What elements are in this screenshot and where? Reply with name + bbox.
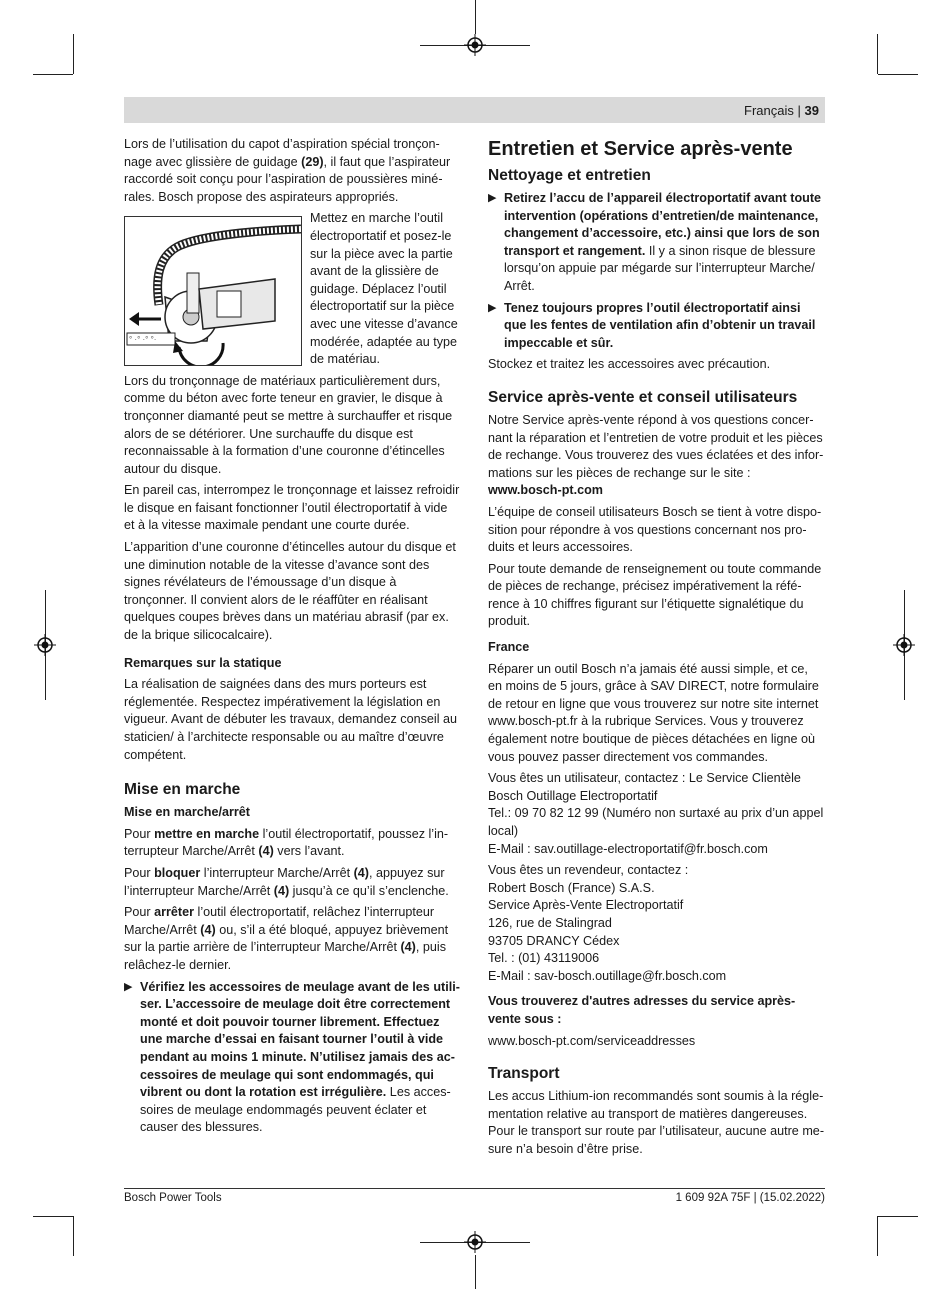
reference-number: (4) xyxy=(400,940,416,955)
crop-mark xyxy=(33,1216,73,1217)
text-run: Pour xyxy=(124,865,155,880)
crop-mark xyxy=(73,1216,74,1256)
text-run: l’outil électroportatif, poussez l’interrupteur Marche/Arrêt xyxy=(124,826,449,859)
paragraph: L’équipe de conseil utilisateurs Bosch se tient à votre disposition pour répondre à vos questions concernant nos produits et leurs accessoires. xyxy=(488,504,822,555)
reference-number: (4) xyxy=(353,865,369,880)
text-line: E-Mail : sav.outillage-electroportatif@fr.bosch.com xyxy=(488,841,768,856)
reference-number: (4) xyxy=(200,922,216,937)
left-column xyxy=(124,136,460,1141)
text-line: Bosch Outillage Electroportatif xyxy=(488,788,658,803)
paragraph: Notre Service après-vente répond à vos questions concernant la réparation et l’entretien de votre produit et les pièces de rechange. Vous trouverez des vues éclatées et des informations sur les pièces de rechange sur le site : xyxy=(488,412,824,480)
header-text xyxy=(744,103,819,118)
bullet-arrow-icon: ▶ xyxy=(124,980,133,993)
text-run: l’interrupteur Marche/Arrêt xyxy=(200,865,354,880)
fig-text: Mettez en marche l’outil électroportatif et posez-le sur la pièce avec la partie avant de la glissière de guidage. Déplacez l’outil électroportatif sur la pièce avec une vitesse d’avance modérée, adaptée au type de matériau. xyxy=(310,211,458,367)
paragraph: Les accus Lithium-ion recommandés sont soumis à la réglementation relative au transport de matières dangereuses. Pour le transport sur route par l’utilisateur, aucune autre mesure n’a besoin d’être prise. xyxy=(488,1089,825,1156)
section-heading: Nettoyage et entretien xyxy=(488,167,651,184)
text-run: arrêter xyxy=(154,905,195,920)
crop-mark xyxy=(33,74,73,75)
warning-bullet xyxy=(124,979,460,1137)
text-run: bloquer xyxy=(154,865,201,880)
paragraph xyxy=(488,993,825,1028)
text-run: l’outil électroportatif, relâchez l’interrupteur Marche/Arrêt xyxy=(124,905,435,937)
registration-mark-icon xyxy=(34,634,56,656)
bullet-arrow-icon: ▶ xyxy=(488,192,497,204)
crop-mark xyxy=(878,1216,918,1217)
reference-number: (4) xyxy=(273,883,290,898)
text-run: Lors de l’utilisation du capot d’aspiration spécial tronçonnage avec glissière de guidage xyxy=(124,137,440,169)
safety-bullet xyxy=(488,300,825,353)
text-run: Pour xyxy=(124,826,155,841)
footer-divider xyxy=(124,1188,825,1189)
page-number: 39 xyxy=(804,103,819,118)
text-line: Vous êtes un revendeur, contactez : xyxy=(488,863,689,878)
service-addresses-url: www.bosch-pt.com/serviceaddresses xyxy=(488,1033,696,1048)
paragraph xyxy=(124,826,460,861)
cutting-illustration xyxy=(124,216,302,366)
registration-mark-icon xyxy=(464,34,486,56)
paragraph xyxy=(124,865,460,900)
text-line: E-Mail : sav-bosch.outillage@fr.bosch.com xyxy=(488,968,727,983)
text-run: , il faut que l’aspirateur raccordé soit conçu pour l’aspiration de poussières minérales. Bosch propose des aspirateurs appropriés. xyxy=(124,154,451,204)
text-line: 126, rue de Stalingrad xyxy=(488,915,612,930)
svg-text:° ·° ·° °·: ° ·° ·° °· xyxy=(129,335,157,345)
text-run: Retirez l’accu de l’appareil électroportatif avant toute intervention (opérations d’entretien/de maintenance, changement d’accessoire, etc.) ainsi que lors de son transport et rangement. xyxy=(504,191,822,258)
crop-mark xyxy=(475,0,476,34)
subsection-heading: Mise en marche/arrêt xyxy=(124,805,250,820)
paragraph: En pareil cas, interrompez le tronçonnage et laissez refroidir le disque en faisant fonctionner l’outil électroportatif à vide et à la vitesse maximale pendant une courte durée. xyxy=(124,483,460,533)
text-run: vers l’avant. xyxy=(273,844,345,859)
subsection-heading: France xyxy=(488,640,530,655)
paragraph: L’apparition d’une couronne d’étincelles autour du disque et une diminution notable de la vitesse d’avance sont des signes révélateurs de l’émoussage d’un disque à tronçonner. Il convient alors de le réaffûter en réalisant quelques coupes brèves dans un matériau abrasif (par ex. de la brique silicocalcaire). xyxy=(124,540,456,643)
section-heading: Remarques sur la statique xyxy=(124,655,282,670)
paragraph: La réalisation de saignées dans des murs porteurs est réglementée. Respectez impérativement la législation en vigueur. Avant de débuter les travaux, demandez conseil au staticien/ à l’architecte responsable ou au maître d’œuvre compétent. xyxy=(124,677,458,762)
text-run: Il y a sinon risque de blessure lorsqu’on appuie par mégarde sur l’interrupteur Marche/ Arrêt. xyxy=(504,243,816,293)
text-line: 93705 DRANCY Cédex xyxy=(488,933,620,948)
page-header xyxy=(124,97,825,123)
text-run: www.bosch-pt.com xyxy=(488,483,603,498)
registration-mark-icon xyxy=(464,1231,486,1253)
reference-number: (29) xyxy=(301,154,324,169)
footer-doc-id: 1 609 92A 75F | (15.02.2022) xyxy=(675,1192,825,1204)
text-line: Tel. : (01) 43119006 xyxy=(488,951,600,966)
paragraph: Stockez et traitez les accessoires avec précaution. xyxy=(488,357,771,372)
paragraph xyxy=(124,904,460,974)
crop-mark xyxy=(73,34,74,74)
reference-number: (4) xyxy=(258,844,274,859)
section-heading: Transport xyxy=(488,1065,560,1083)
intro-paragraph xyxy=(124,136,460,206)
text-run: ou, s’il a été bloqué, appuyez brièvement sur la partie arrière de l’interrupteur Marche/Arrêt xyxy=(124,922,449,955)
safety-bullet xyxy=(488,190,825,296)
service-url xyxy=(488,482,825,500)
crop-mark xyxy=(877,1216,878,1256)
text-run: , appuyez sur l’interrupteur Marche/Arrêt xyxy=(124,865,445,898)
text-line: Vous êtes un utilisateur, contactez : Le Service Clientèle xyxy=(488,771,801,786)
header-separator: | xyxy=(797,103,801,118)
crop-mark xyxy=(878,74,918,75)
page-title: Entretien et Service après-vente xyxy=(488,138,793,160)
text-run: Les accessoires de meulage endommagés peuvent éclater et causer des blessures. xyxy=(140,1085,451,1135)
text-run: mettre en marche xyxy=(154,826,260,841)
bullet-arrow-icon: ▶ xyxy=(488,301,497,314)
text-run: jusqu’à ce qu’il s’enclenche. xyxy=(289,883,449,898)
section-heading: Mise en marche xyxy=(124,781,241,799)
footer-brand: Bosch Power Tools xyxy=(124,1192,222,1204)
paragraph: Réparer un outil Bosch n’a jamais été aussi simple, et ce, en moins de 5 jours, grâce à SAV DIRECT, notre formulaire de retour en ligne que vous trouverez sur notre site internet www.bosch-pt.fr à la rubrique Services. Vous y trouverez également notre boutique de pièces détachées en ligne où vous pouvez passer directement vos commandes. xyxy=(488,661,819,764)
dealer-contact xyxy=(488,862,825,985)
text-line: Robert Bosch (France) S.A.S. xyxy=(488,880,655,895)
text-run: Pour xyxy=(124,905,155,920)
section-heading: Service après-vente et conseil utilisateurs xyxy=(488,388,798,406)
paragraph: Pour toute demande de renseignement ou toute commande de pièces de rechange, précisez impérativement la référence à 10 chiffres figurant sur l’étiquette signalétique du produit. xyxy=(488,561,822,629)
text-run: , puis relâchez-le dernier. xyxy=(124,940,446,972)
text-line: Tel.: 09 70 82 12 99 (Numéro non surtaxé au prix d’un appel local) xyxy=(488,806,824,838)
user-contact xyxy=(488,770,825,858)
text-run: Vérifiez les accessoires de meulage avant de les utiliser. L’accessoire de meulage doit être correctement monté et doit pouvoir tourner librement. Effectuez une marche d’essai en faisant tourner l’outil à vide pendant au moins 1 minute. N’utilisez jamais des accessoires de meulage qui sont endommagés, qui vibrent ou dont la rotation est irrégulière. xyxy=(140,979,460,1100)
crop-mark xyxy=(877,34,878,74)
angle-grinder-illustration-icon xyxy=(125,217,301,365)
registration-mark-icon xyxy=(893,634,915,656)
text-run: Tenez toujours propres l’outil électroportatif ainsi que les fentes de ventilation afin d’obtenir un travail impeccable et sûr. xyxy=(504,300,816,350)
text-run: Vous trouverez d'autres adresses du service après-vente sous : xyxy=(488,994,796,1026)
paragraph: Lors du tronçonnage de matériaux particulièrement durs, comme du béton avec forte teneur en gravier, le disque à tronçonner diamanté peut se mettre à surchauffer et risque alors de se détériorer. Une surchauffe du disque est reconnaissable à la formation d’une couronne d’étincelles autour du disque. xyxy=(124,373,453,476)
header-language: Français xyxy=(744,103,794,118)
crop-mark xyxy=(475,1255,476,1289)
text-line: Service Après-Vente Electroportatif xyxy=(488,898,684,913)
right-column xyxy=(488,136,825,1163)
